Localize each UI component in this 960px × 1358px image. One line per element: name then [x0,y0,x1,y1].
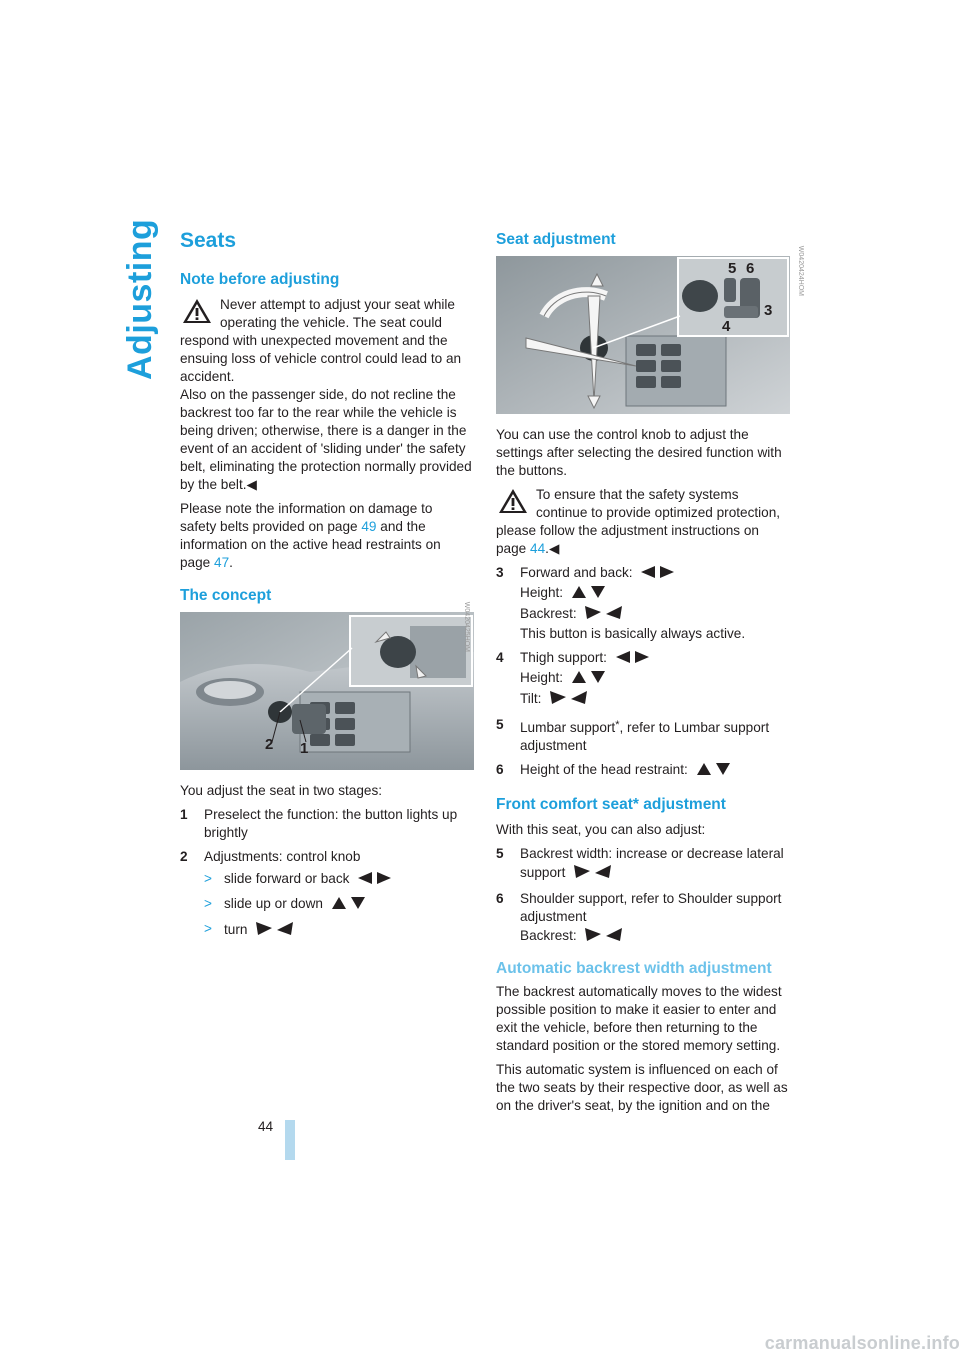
arrow-up-icon [571,670,587,684]
item-text: Thigh support: [520,650,607,665]
rotate-arrows [549,689,591,710]
left-column [180,228,472,947]
item-text: Backrest width: increase or decrease lateral support [520,846,784,880]
arrow-right-icon [634,650,650,664]
direction-arrows [571,585,609,604]
auto-paragraph-1: The backrest automatically moves to the widest possible position to make it easier to enter and exit the vehicle, before then returning to the standard position or the stored memory setting. [496,984,782,1053]
rotate-arrows [584,926,626,947]
sub-item [204,870,472,890]
direction-arrows [615,650,653,669]
page-title: Seats [180,229,237,252]
page-link-49[interactable]: 49 [361,519,377,534]
warning-text: To ensure that the safety systems continue to provide optimized protection, please follow the adjustment instructions on page [496,487,781,556]
bullet-mark: > [204,871,212,886]
rotate-cw-icon [584,926,602,942]
rotate-arrows [573,863,615,884]
end-mark: ◀ [246,477,257,492]
rotate-arrows [584,604,626,625]
right-column [496,228,804,1121]
stages-intro: You adjust the seat in two stages: [180,783,383,798]
list-item [496,890,790,947]
comfort-intro: With this seat, you can also adjust: [496,822,706,837]
section-side-title: Adjusting [121,218,159,380]
rotate-ccw-icon [594,863,612,879]
arrow-right-icon [376,871,392,885]
bullet-mark: > [204,896,212,911]
item-text: This button is basically always active. [520,626,746,641]
list-item [496,845,790,884]
item-number: 6 [496,762,504,777]
watermark: carmanualsonline.info [764,1333,960,1353]
seat-adjustment-heading: Seat adjustment [496,231,616,248]
item-text: Backrest: [520,606,577,621]
figure-label-3: 3 [764,302,773,319]
bullet-mark: > [204,921,212,936]
item-text: Height: [520,585,564,600]
arrow-down-icon [590,585,606,599]
warning-text: Never attempt to adjust your seat while operating the vehicle. The seat could respond with unexpected movement and the ensuing loss of vehicle control could lead to an accident. [180,297,462,384]
item-text: Preselect the function: the button lights up brightly [204,807,458,840]
info-paragraph [180,500,472,572]
list-item [180,806,472,842]
item-text: Lumbar support [520,720,616,735]
figure-label-5: 5 [728,260,737,277]
page-link-47[interactable]: 47 [214,555,230,570]
info-text-end: . [229,555,233,570]
arrow-down-icon [715,762,731,776]
list-item [180,848,472,941]
direction-arrows [696,762,734,781]
figure-label-4: 4 [722,318,731,335]
figure-label-1: 1 [300,740,309,757]
figure-label-2: 2 [265,736,274,753]
seat-controls-illustration [180,612,474,770]
rotate-cw-icon [549,689,567,705]
warning-text-2: Also on the passenger side, do not recline the backrest too far to the rear while the vehicle is being driven; otherwise, there is a danger in the event of an accident of 'sliding under' the safety belt, eliminating the protection normally provided by the belt. [180,387,472,492]
item-number: 6 [496,891,504,906]
item-number: 4 [496,650,504,665]
item-text: Height: [520,670,564,685]
note-heading: Note before adjusting [180,271,340,288]
rotate-cw-icon [573,863,591,879]
item-text: Backrest: [520,928,577,943]
item-text: Adjustments: control knob [204,849,361,864]
arrow-left-icon [640,565,656,579]
control-paragraph: You can use the control knob to adjust the settings after selecting the desired function with the buttons. [496,427,782,478]
concept-heading: The concept [180,587,272,604]
item-text: , refer to Lumbar support adjustment [520,720,770,753]
item-number: 5 [496,717,504,732]
rotate-ccw-icon [605,926,623,942]
list-item [496,649,790,710]
info-text-mid: and the information on the active head restraints on page [180,519,441,570]
optional-star: * [615,719,620,731]
page-link-44[interactable]: 44 [530,541,546,556]
rotate-ccw-icon [570,689,588,705]
item-number: 5 [496,846,504,861]
sub-text: turn [224,922,248,937]
arrow-up-icon [571,585,587,599]
rotate-arrows [255,920,297,941]
page-marker-bar [285,1120,295,1160]
figure-id: W0420425HOM [463,601,470,652]
seat-adjustment-figure [496,245,804,414]
item-text: Forward and back: [520,565,633,580]
comfort-seat-heading: Front comfort seat* adjustment [496,796,726,813]
item-number: 3 [496,565,504,580]
info-text: Please note the information on damage to safety belts provided on page [180,501,433,534]
control-knob-illustration [496,256,790,414]
item-number: 1 [180,807,188,822]
rotate-cw-icon [255,920,273,936]
list-item [496,564,790,643]
list-item [496,761,790,781]
warning-icon [182,298,212,324]
end-mark: ◀ [548,541,560,556]
rotate-cw-icon [584,604,602,620]
arrow-down-icon [590,670,606,684]
sub-text: slide up or down [224,896,323,911]
sub-text: slide forward or back [224,871,350,886]
arrow-down-icon [350,896,366,910]
figure-id: W0420424HOM [797,245,804,296]
concept-figure [180,601,472,770]
item-number: 2 [180,849,188,864]
arrow-up-icon [331,896,347,910]
rotate-ccw-icon [605,604,623,620]
rotate-ccw-icon [276,920,294,936]
item-text: Tilt: [520,691,542,706]
page-number: 44 [258,1119,274,1134]
list-item [496,716,790,755]
warning-icon [498,488,528,514]
auto-backrest-heading: Automatic backrest width adjustment [496,960,772,977]
direction-arrows [331,896,369,915]
arrow-right-icon [659,565,675,579]
item-text: Shoulder support, refer to Shoulder support adjustment [520,891,782,924]
arrow-left-icon [615,650,631,664]
item-text: Height of the head restraint: [520,762,688,777]
arrow-up-icon [696,762,712,776]
warning-block [180,296,472,494]
direction-arrows [640,565,678,584]
sub-item [204,920,472,941]
warning-text-end: . [545,541,549,556]
warning-block [496,486,790,558]
auto-paragraph-2: This automatic system is influenced on each of the two seats by their respective door, as well as on the driver's seat, by the ignition and on the [496,1062,788,1113]
direction-arrows [357,871,395,890]
direction-arrows [571,670,609,689]
arrow-left-icon [357,871,373,885]
figure-label-6: 6 [746,260,755,277]
sub-item [204,895,472,915]
